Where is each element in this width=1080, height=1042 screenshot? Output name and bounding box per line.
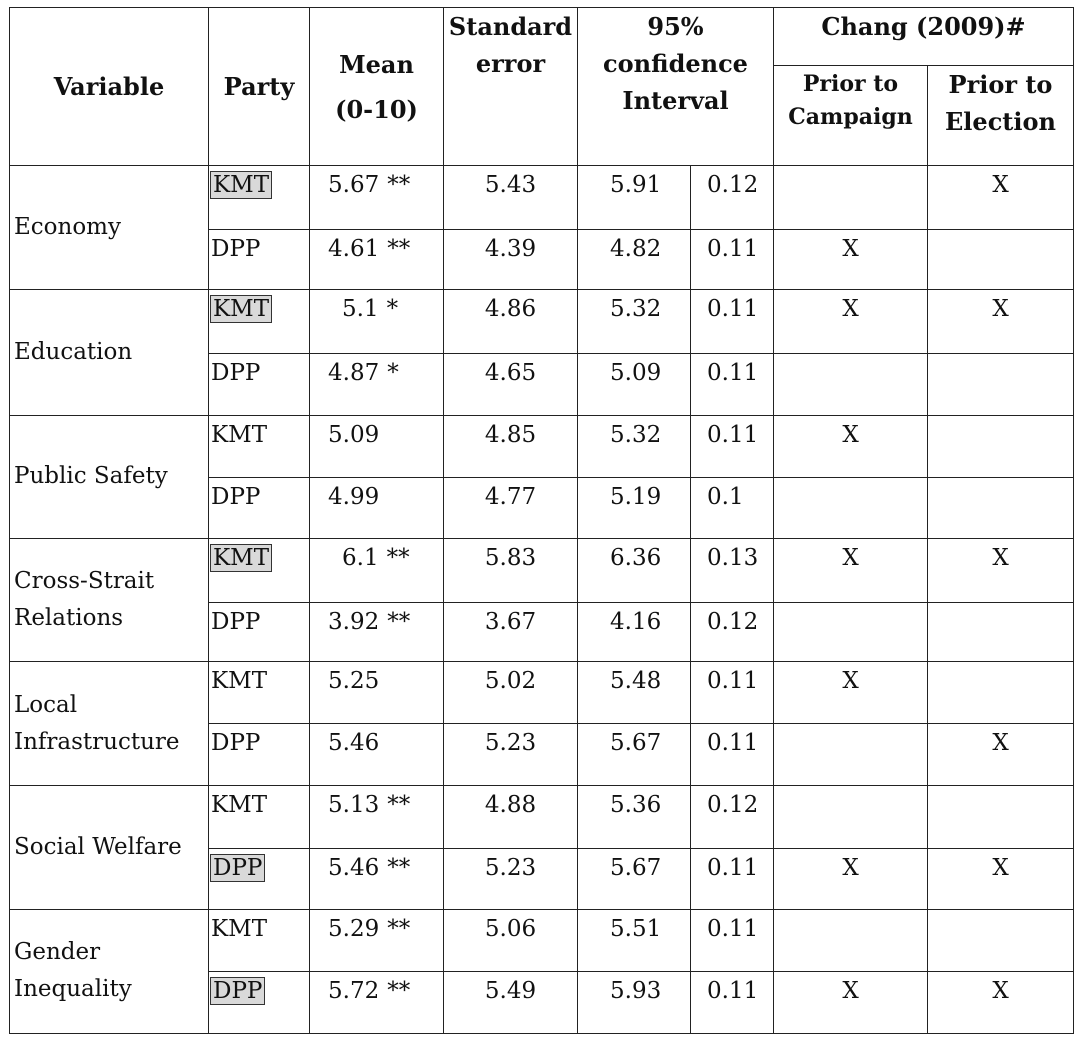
mean-cell <box>310 354 444 415</box>
prior-campaign-cell: X <box>774 971 928 1033</box>
table-row <box>10 909 1074 971</box>
variable-cell <box>10 786 209 909</box>
mean-value: 5.09 <box>328 421 380 448</box>
prior-campaign-cell: X <box>774 230 928 290</box>
prior-campaign-cell <box>774 602 928 661</box>
party-label: DPP <box>211 360 261 387</box>
mean-cell <box>310 602 444 661</box>
prior-election-cell: X <box>928 971 1074 1033</box>
table-row <box>10 290 1074 354</box>
party-label: KMT <box>211 668 268 695</box>
variable-label: Relations <box>14 604 124 631</box>
header-election-line2: Election <box>945 107 1056 136</box>
mean-value: 5.1 <box>342 296 379 323</box>
mean-value: 5.25 <box>328 668 380 695</box>
variable-label: Education <box>14 338 133 365</box>
variable-label: Public Safety <box>14 463 168 490</box>
significance-marker: ** <box>387 172 411 198</box>
prior-election-cell <box>928 477 1074 538</box>
header-mean <box>310 8 444 166</box>
ci-upper-cell: 0.1 <box>691 477 774 538</box>
party-label: DPP <box>211 483 261 510</box>
mean-cell <box>310 662 444 724</box>
prior-campaign-cell <box>774 166 928 230</box>
ci-upper-cell: 0.13 <box>691 538 774 602</box>
prior-election-cell <box>928 786 1074 848</box>
party-label: KMT <box>211 421 268 448</box>
variable-cell <box>10 290 209 415</box>
party-highlighted-label: KMT <box>213 296 270 323</box>
mean-cell <box>310 290 444 354</box>
party-label: DPP <box>211 236 261 263</box>
prior-election-cell <box>928 602 1074 661</box>
ci-lower-cell: 5.32 <box>578 415 691 477</box>
prior-campaign-cell <box>774 786 928 848</box>
variable-label: Cross-Strait <box>14 567 155 594</box>
standard-error-cell: 4.88 <box>444 786 578 848</box>
ci-lower-cell: 5.32 <box>578 290 691 354</box>
header-se-line2: error <box>475 49 546 78</box>
significance-marker: ** <box>386 544 410 571</box>
standard-error-cell: 3.67 <box>444 602 578 661</box>
prior-election-cell: X <box>928 290 1074 354</box>
party-cell <box>209 230 310 290</box>
header-ci-line3: Interval <box>622 86 729 115</box>
ci-lower-cell: 5.91 <box>578 166 691 230</box>
ci-upper-cell: 0.12 <box>691 602 774 661</box>
standard-error-cell: 4.65 <box>444 354 578 415</box>
party-highlighted-label: DPP <box>213 854 263 881</box>
standard-error-cell: 5.49 <box>444 971 578 1033</box>
ci-lower-cell: 5.93 <box>578 971 691 1033</box>
mean-value: 4.99 <box>328 483 380 510</box>
party-cell <box>209 662 310 724</box>
party-cell <box>209 971 310 1033</box>
ci-lower-cell: 5.48 <box>578 662 691 724</box>
mean-cell <box>310 909 444 971</box>
mean-cell <box>310 415 444 477</box>
table-row <box>10 786 1074 848</box>
significance-marker: ** <box>387 608 411 635</box>
standard-error-cell: 5.06 <box>444 909 578 971</box>
standard-error-cell: 4.77 <box>444 477 578 538</box>
variable-label: Infrastructure <box>14 728 180 755</box>
table-body <box>10 166 1074 1034</box>
header-standard-error <box>444 8 578 166</box>
prior-campaign-cell <box>774 724 928 786</box>
standard-error-cell: 4.85 <box>444 415 578 477</box>
header-election-line1: Prior to <box>948 70 1053 99</box>
table-row <box>10 415 1074 477</box>
header-confidence-interval <box>578 8 774 166</box>
party-highlighted-label: KMT <box>213 544 270 571</box>
significance-marker: ** <box>387 854 411 881</box>
header-ci-line2: confidence <box>603 49 748 78</box>
table-row <box>10 662 1074 724</box>
mean-value: 4.61 <box>328 236 380 263</box>
prior-campaign-cell: X <box>774 662 928 724</box>
ci-lower-cell: 6.36 <box>578 538 691 602</box>
ci-upper-cell: 0.11 <box>691 909 774 971</box>
ci-upper-cell: 0.11 <box>691 230 774 290</box>
mean-value: 5.29 <box>328 915 380 942</box>
header-prior-to-campaign <box>774 66 928 166</box>
mean-cell <box>310 477 444 538</box>
variable-cell <box>10 415 209 538</box>
standard-error-cell: 5.83 <box>444 538 578 602</box>
ci-lower-cell: 5.19 <box>578 477 691 538</box>
standard-error-cell: 5.43 <box>444 166 578 230</box>
party-cell <box>209 290 310 354</box>
party-cell <box>209 602 310 661</box>
header-se-line1: Standard <box>448 12 573 41</box>
significance-marker: ** <box>387 792 411 819</box>
standard-error-cell: 5.02 <box>444 662 578 724</box>
significance-marker: * <box>387 360 399 387</box>
mean-value: 3.92 <box>328 608 380 635</box>
prior-election-cell: X <box>928 724 1074 786</box>
prior-campaign-cell <box>774 909 928 971</box>
prior-election-cell: X <box>928 538 1074 602</box>
prior-election-cell <box>928 354 1074 415</box>
ci-upper-cell: 0.11 <box>691 415 774 477</box>
header-party: Party <box>209 8 310 166</box>
party-label: KMT <box>211 792 268 819</box>
results-table <box>9 7 1074 1034</box>
prior-campaign-cell: X <box>774 538 928 602</box>
table-row <box>10 538 1074 602</box>
significance-marker: * <box>386 296 399 323</box>
party-label: KMT <box>211 915 268 942</box>
header-prior-to-election <box>928 66 1074 166</box>
ci-lower-cell: 5.67 <box>578 848 691 909</box>
party-cell <box>209 909 310 971</box>
header-campaign-line2: Campaign <box>788 104 913 130</box>
ci-lower-cell: 5.51 <box>578 909 691 971</box>
mean-value: 5.13 <box>328 792 380 819</box>
variable-label: Inequality <box>14 976 132 1003</box>
standard-error-cell: 4.39 <box>444 230 578 290</box>
mean-cell <box>310 166 444 230</box>
party-highlighted-label: KMT <box>213 172 270 198</box>
mean-cell <box>310 848 444 909</box>
table-header <box>10 8 1074 166</box>
prior-election-cell <box>928 909 1074 971</box>
party-cell <box>209 786 310 848</box>
party-cell <box>209 724 310 786</box>
prior-election-cell: X <box>928 166 1074 230</box>
prior-election-cell: X <box>928 848 1074 909</box>
party-cell <box>209 538 310 602</box>
party-cell <box>209 848 310 909</box>
mean-value: 4.87 <box>328 360 380 387</box>
prior-campaign-cell: X <box>774 848 928 909</box>
party-cell <box>209 354 310 415</box>
ci-lower-cell: 4.82 <box>578 230 691 290</box>
prior-election-cell <box>928 230 1074 290</box>
mean-value: 5.46 <box>328 730 380 757</box>
significance-marker: ** <box>387 915 411 942</box>
prior-campaign-cell <box>774 354 928 415</box>
header-mean-line2: (0-10) <box>335 94 418 124</box>
mean-cell <box>310 538 444 602</box>
mean-cell <box>310 230 444 290</box>
ci-lower-cell: 4.16 <box>578 602 691 661</box>
ci-upper-cell: 0.11 <box>691 971 774 1033</box>
variable-label: Economy <box>14 214 121 241</box>
standard-error-cell: 5.23 <box>444 848 578 909</box>
ci-upper-cell: 0.11 <box>691 290 774 354</box>
header-mean-line1: Mean <box>339 49 414 79</box>
prior-election-cell <box>928 662 1074 724</box>
ci-upper-cell: 0.12 <box>691 166 774 230</box>
mean-value: 5.72 <box>328 977 380 1004</box>
party-highlighted-label: DPP <box>213 977 263 1004</box>
variable-cell <box>10 662 209 786</box>
ci-upper-cell: 0.11 <box>691 354 774 415</box>
party-label: DPP <box>211 608 261 635</box>
party-cell <box>209 415 310 477</box>
ci-upper-cell: 0.11 <box>691 848 774 909</box>
header-chang-2009: Chang (2009)# <box>774 8 1074 66</box>
header-ci-line1: 95% <box>647 12 704 41</box>
standard-error-cell: 5.23 <box>444 724 578 786</box>
ci-lower-cell: 5.67 <box>578 724 691 786</box>
party-label: DPP <box>211 730 261 757</box>
variable-cell <box>10 538 209 661</box>
prior-campaign-cell: X <box>774 290 928 354</box>
ci-upper-cell: 0.11 <box>691 724 774 786</box>
prior-campaign-cell <box>774 477 928 538</box>
mean-cell <box>310 971 444 1033</box>
variable-label: Gender <box>14 939 101 966</box>
mean-value: 6.1 <box>342 544 379 571</box>
variable-cell <box>10 909 209 1033</box>
ci-lower-cell: 5.09 <box>578 354 691 415</box>
party-cell <box>209 477 310 538</box>
prior-election-cell <box>928 415 1074 477</box>
prior-campaign-cell: X <box>774 415 928 477</box>
ci-upper-cell: 0.12 <box>691 786 774 848</box>
variable-label: Social Welfare <box>14 834 182 861</box>
variable-cell <box>10 166 209 290</box>
ci-lower-cell: 5.36 <box>578 786 691 848</box>
ci-upper-cell: 0.11 <box>691 662 774 724</box>
party-cell <box>209 166 310 230</box>
mean-value: 5.67 <box>328 172 380 198</box>
standard-error-cell: 4.86 <box>444 290 578 354</box>
significance-marker: ** <box>387 236 411 263</box>
significance-marker: ** <box>387 977 411 1004</box>
mean-cell <box>310 724 444 786</box>
header-campaign-line1: Prior to <box>802 71 899 97</box>
header-variable: Variable <box>10 8 209 166</box>
mean-cell <box>310 786 444 848</box>
table-row <box>10 166 1074 230</box>
variable-label: Local <box>14 691 78 718</box>
mean-value: 5.46 <box>328 854 380 881</box>
